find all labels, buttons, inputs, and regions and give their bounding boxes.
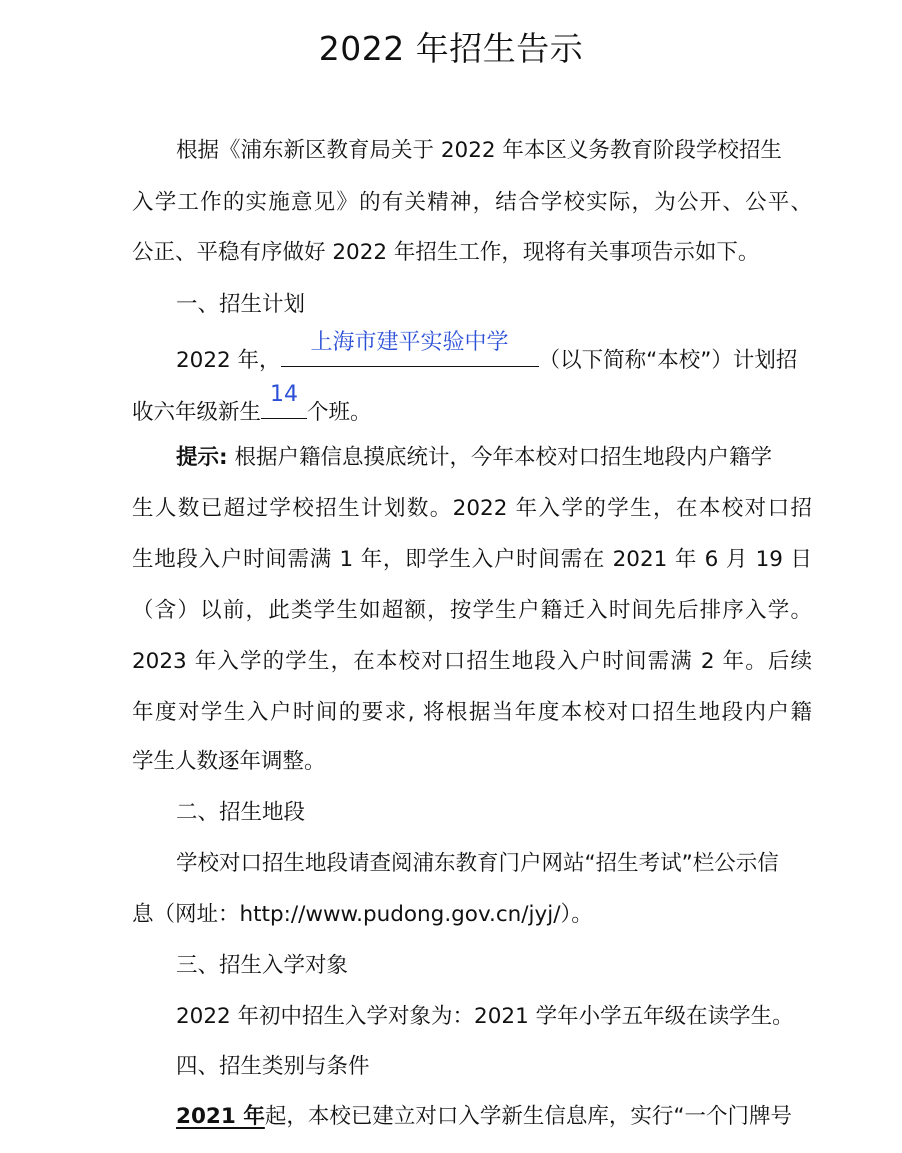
class-count-fill: 14: [270, 382, 299, 407]
plan-suffix: （以下简称“本校”）计划招: [538, 348, 798, 373]
school-name-blank: [281, 330, 539, 367]
enroll-line: [132, 382, 812, 430]
section2-heading: 二、招生地段: [176, 800, 306, 825]
section4-line-1-text: 起，本校已建立对口入学新生信息库，实行“一个门牌号: [264, 1104, 792, 1129]
intro-line-3: 公正、平稳有序做好 2022 年招生工作，现将有关事项告示如下。: [132, 240, 760, 265]
notice-line-5: 2023 年入学的学生，在本校对口招生地段入户时间需满 2 年。后续: [132, 649, 812, 674]
notice-line-1: [176, 441, 812, 475]
section4-year-label: 2021 年: [176, 1104, 265, 1129]
notice-label: 提示:: [176, 445, 228, 470]
notice-line-4: （含）以前，此类学生如超额，按学生户籍迁入时间先后排序入学。: [132, 598, 812, 623]
intro-line-2: 入学工作的实施意见》的有关精神，结合学校实际，为公开、公平、: [132, 190, 812, 215]
notice-line-1-text: 根据户籍信息摸底统计，今年本校对口招生地段内户籍学: [227, 445, 772, 470]
class-count-blank: [261, 382, 307, 419]
notice-line-2: 生人数已超过学校招生计划数。2022 年入学的学生，在本校对口招: [132, 496, 812, 521]
plan-line: [176, 330, 812, 378]
section4-heading: 四、招生类别与条件: [176, 1054, 370, 1079]
page-title: 2022 年招生告示: [318, 29, 584, 68]
section3-line-1: 2022 年初中招生入学对象为：2021 学年小学五年级在读学生。: [176, 1004, 794, 1029]
section4-line-1: [176, 1100, 812, 1134]
section1-heading: 一、招生计划: [176, 292, 306, 317]
plan-prefix: 2022 年，: [176, 348, 281, 373]
notice-line-3: 生地段入户时间需满 1 年，即学生入户时间需在 2021 年 6 月 19 日: [132, 547, 812, 572]
notice-line-7: 学生人数逐年调整。: [132, 749, 326, 774]
school-name-fill: 上海市建平实验中学: [310, 330, 509, 355]
intro-line-1: 根据《浦东新区教育局关于 2022 年本区义务教育阶段学校招生: [176, 138, 782, 163]
section3-heading: 三、招生入学对象: [176, 953, 349, 978]
enroll-prefix: 收六年级新生: [132, 400, 262, 425]
enroll-suffix: 个班。: [307, 400, 372, 425]
section2-line-2: 息（网址：http://www.pudong.gov.cn/jyj/）。: [132, 902, 593, 927]
section2-line-1: 学校对口招生地段请查阅浦东教育门户网站“招生考试”栏公示信: [176, 851, 779, 876]
notice-line-6: 年度对学生入户时间的要求, 将根据当年度本校对口招生地段内户籍: [132, 700, 812, 725]
